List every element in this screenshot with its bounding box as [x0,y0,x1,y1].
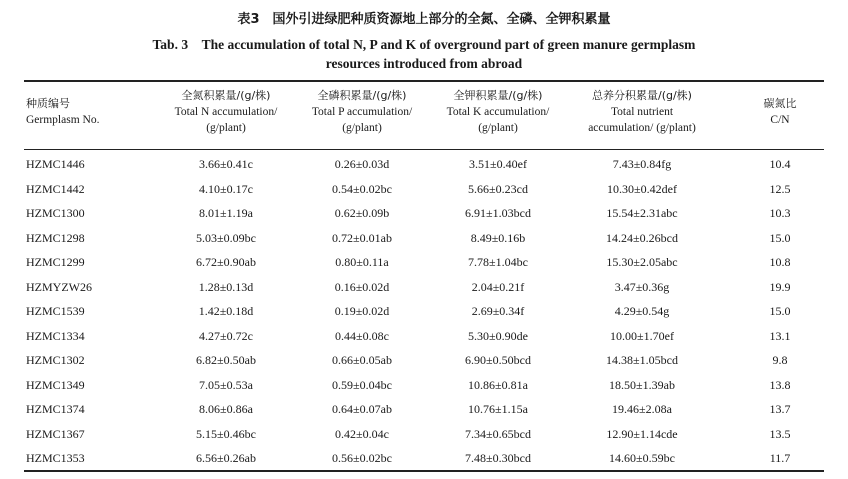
cell-cn-ratio: 10.8 [769,255,791,269]
cell-germplasm-no: HZMC1302 [26,353,85,367]
cell-total-k: 2.04±0.21f [471,279,525,294]
table-row [0,299,848,324]
header-total-n [156,88,296,136]
cell-total-n: 8.06±0.86a [199,402,253,416]
table-row [0,201,848,226]
cell-germplasm-no: HZMC1374 [26,402,85,416]
cell-total-nutrient: 14.38±1.05bcd [606,353,678,367]
cell-germplasm-no: HZMC1367 [26,426,85,441]
cell-total-p: 0.62±0.09b [334,206,390,220]
table-header-rule [24,149,824,150]
cell-total-k: 7.34±0.65bcd [465,426,531,441]
header-cn-ratio [745,96,815,128]
cell-total-nutrient: 19.46±2.08a [612,402,672,416]
table-body [0,152,848,471]
header-germplasm-en: Germplasm No. [26,114,100,126]
cell-total-nutrient: 14.24±0.26bcd [606,230,678,245]
cell-cn-ratio: 10.3 [769,206,791,220]
cell-total-p: 0.16±0.02d [334,279,390,294]
cell-total-n: 6.72±0.90ab [196,255,256,269]
header-total-p-en: Total P accumulation/ [311,106,413,118]
cell-total-p: 0.26±0.03d [334,157,390,171]
header-total-nutrient [562,88,722,136]
cell-germplasm-no: HZMC1539 [26,304,85,318]
table-row [0,446,848,471]
cell-total-k: 10.86±0.81a [468,377,528,392]
table-row [0,422,848,447]
cell-total-n: 3.66±0.41c [199,157,253,171]
table-row [0,152,848,177]
header-cn-ratio-cn: 碳氮比 [763,97,797,110]
header-germplasm-cn: 种质编号 [26,97,70,110]
cell-total-p: 0.80±0.11a [335,255,389,269]
cell-cn-ratio: 13.8 [769,377,791,392]
cell-total-nutrient: 10.30±0.42def [607,181,677,196]
cell-germplasm-no: HZMC1442 [26,181,85,196]
table-row [0,324,848,349]
cell-total-k: 2.69±0.34f [471,304,525,318]
cell-cn-ratio: 13.7 [769,402,791,416]
cell-cn-ratio: 11.7 [769,451,791,465]
cell-total-n: 5.03±0.09bc [196,230,256,245]
header-total-n-en: Total N accumulation/ [174,106,278,118]
cell-germplasm-no: HZMC1298 [26,230,85,245]
cell-total-n: 6.82±0.50ab [196,353,256,367]
cell-total-k: 3.51±0.40ef [469,157,527,171]
cell-total-k: 8.49±0.16b [470,230,526,245]
cell-cn-ratio: 10.4 [769,157,791,171]
cell-cn-ratio: 15.0 [769,230,791,245]
cell-total-k: 7.78±1.04bc [468,255,528,269]
cell-cn-ratio: 13.1 [769,328,791,343]
cell-cn-ratio: 9.8 [772,353,788,367]
table-row [0,250,848,275]
cell-total-k: 6.90±0.50bcd [465,353,531,367]
cell-total-p: 0.56±0.02bc [332,451,392,465]
cell-total-n: 1.42±0.18d [198,304,254,318]
header-total-p-unit: (g/plant) [342,122,382,134]
cell-germplasm-no: HZMC1299 [26,255,85,269]
cell-total-p: 0.66±0.05ab [332,353,392,367]
table-row [0,348,848,373]
cell-total-k: 6.91±1.03bcd [465,206,531,220]
table-title-english-line2: resources introduced from abroad [325,56,523,71]
cell-total-k: 5.66±0.23cd [468,181,528,196]
cell-total-p: 0.72±0.01ab [332,230,392,245]
header-total-k-cn: 全钾积累量/(g/株) [453,89,543,102]
cell-germplasm-no: HZMYZW26 [26,279,92,294]
cell-total-p: 0.19±0.02d [334,304,390,318]
table-row [0,226,848,251]
cell-total-p: 0.64±0.07ab [332,402,392,416]
cell-total-n: 6.56±0.26ab [196,451,256,465]
cell-cn-ratio: 19.9 [769,279,791,294]
cell-total-n: 7.05±0.53a [199,377,253,392]
cell-total-n: 4.10±0.17c [199,181,253,196]
cell-total-k: 5.30±0.90de [468,328,528,343]
header-total-nutrient-en: Total nutrient [610,106,674,118]
cell-total-n: 8.01±1.19a [199,206,253,220]
cell-total-nutrient: 4.29±0.54g [614,304,670,318]
cell-total-nutrient: 14.60±0.59bc [609,451,675,465]
header-total-n-cn: 全氮积累量/(g/株) [181,89,271,102]
cell-germplasm-no: HZMC1300 [26,206,85,220]
cell-total-n: 4.27±0.72c [199,328,253,343]
cell-total-nutrient: 3.47±0.36g [614,279,670,294]
cell-total-k: 10.76±1.15a [468,402,528,416]
cell-germplasm-no: HZMC1349 [26,377,85,392]
cell-total-nutrient: 18.50±1.39ab [609,377,675,392]
table-title-english-line1: Tab. 3 The accumulation of total N, P and K of overground part of green manure germplasm [152,37,696,52]
cell-cn-ratio: 13.5 [769,426,791,441]
cell-total-n: 5.15±0.46bc [196,426,256,441]
cell-cn-ratio: 15.0 [769,304,791,318]
header-total-k [428,88,568,136]
header-cn-ratio-en: C/N [770,114,790,126]
table-title-chinese: 表3 国外引进绿肥种质资源地上部分的全氮、全磷、全钾积累量 [237,12,611,27]
header-total-n-unit: (g/plant) [206,122,246,134]
header-germplasm [26,96,166,128]
header-total-k-unit: (g/plant) [478,122,518,134]
header-total-p-cn: 全磷积累量/(g/株) [317,89,407,102]
cell-germplasm-no: HZMC1334 [26,328,85,343]
cell-total-nutrient: 7.43±0.84fg [612,157,672,171]
cell-total-p: 0.54±0.02bc [332,181,392,196]
cell-total-p: 0.44±0.08c [335,328,389,343]
cell-cn-ratio: 12.5 [769,181,791,196]
cell-total-nutrient: 15.54±2.31abc [606,206,678,220]
table-row [0,177,848,202]
header-total-k-en: Total K accumulation/ [446,106,550,118]
table-top-rule [24,80,824,82]
header-total-p [292,88,432,136]
cell-total-k: 7.48±0.30bcd [465,451,531,465]
header-total-nutrient-cn: 总养分积累量/(g/株) [592,89,692,102]
table-row [0,373,848,398]
table-row [0,397,848,422]
cell-total-n: 1.28±0.13d [198,279,254,294]
cell-total-nutrient: 15.30±2.05abc [606,255,678,269]
cell-germplasm-no: HZMC1353 [26,451,85,465]
cell-total-p: 0.42±0.04c [335,426,389,441]
cell-germplasm-no: HZMC1446 [26,157,85,171]
table-bottom-rule [24,470,824,472]
cell-total-nutrient: 10.00±1.70ef [610,328,674,343]
cell-total-nutrient: 12.90±1.14cde [606,426,678,441]
cell-total-p: 0.59±0.04bc [332,377,392,392]
table-row [0,275,848,300]
header-total-nutrient-unit: accumulation/ (g/plant) [588,122,696,134]
